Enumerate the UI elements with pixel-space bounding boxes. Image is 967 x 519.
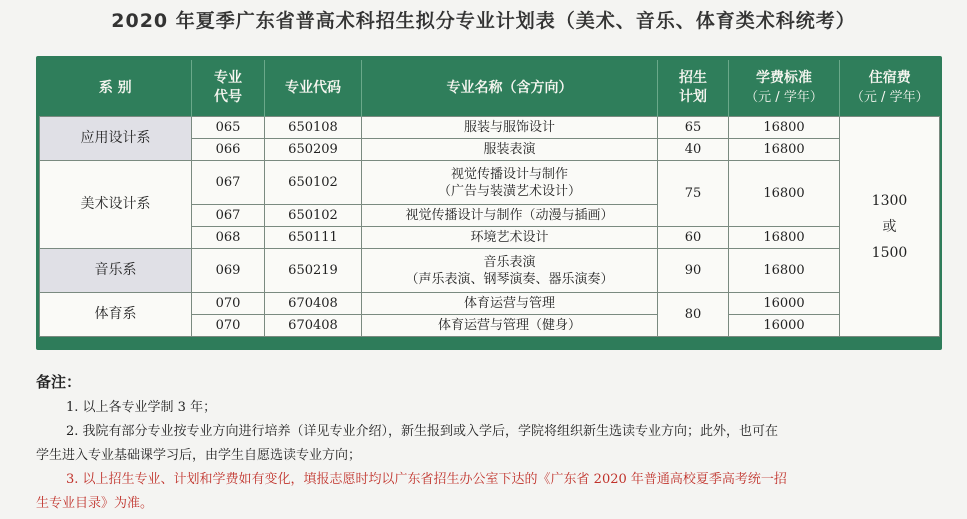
note-2-line-1: 2. 我院有部分专业按专业方向进行培养（详见专业介绍），新生报到或入学后，学院将组织新生选读专业方向；此外，也可在 [66, 424, 779, 439]
major-code-cell: 650108 [265, 117, 362, 139]
plan-cell: 75 [658, 161, 729, 227]
major-no-cell: 068 [192, 227, 265, 249]
major-name-cell: 视觉传播设计与制作 （广告与装潢艺术设计） [362, 161, 658, 205]
table-row [40, 249, 940, 293]
major-no-cell: 066 [192, 139, 265, 161]
header-major-code: 专业代码 [265, 60, 362, 117]
major-no-cell: 070 [192, 293, 265, 315]
major-code-cell: 670408 [265, 293, 362, 315]
note-3-line-1: 3. 以上招生专业、计划和学费如有变化，填报志愿时均以广东省招生办公室下达的《广东省 2020 年普通高校夏季高考统一招 [66, 472, 787, 487]
tuition-cell: 16800 [729, 249, 840, 293]
major-name-cell: 音乐表演 （声乐表演、钢琴演奏、器乐演奏） [362, 249, 658, 293]
tuition-cell: 16000 [729, 293, 840, 315]
plan-cell: 40 [658, 139, 729, 161]
note-2-line-2: 学生进入专业基础课学习后，由学生自愿选读专业方向； [36, 448, 362, 463]
note-3-line-2: 生专业目录》为准。 [36, 496, 154, 511]
major-code-cell: 650219 [265, 249, 362, 293]
major-code-cell: 650102 [265, 205, 362, 227]
tuition-cell: 16000 [729, 315, 840, 337]
header-major-no: 专业 代号 [192, 60, 265, 117]
major-name-cell: 服装表演 [362, 139, 658, 161]
major-name-cell: 体育运营与管理（健身） [362, 315, 658, 337]
major-name-cell: 服装与服饰设计 [362, 117, 658, 139]
table-header-row [40, 60, 940, 117]
header-plan: 招生 计划 [658, 60, 729, 117]
major-code-cell: 670408 [265, 315, 362, 337]
major-no-cell: 070 [192, 315, 265, 337]
tuition-cell: 16800 [729, 161, 840, 227]
major-name-cell: 视觉传播设计与制作（动漫与插画） [362, 205, 658, 227]
major-name-cell: 体育运营与管理 [362, 293, 658, 315]
dept-cell: 应用设计系 [40, 117, 192, 161]
dept-cell: 音乐系 [40, 249, 192, 293]
major-no-cell: 069 [192, 249, 265, 293]
major-code-cell: 650111 [265, 227, 362, 249]
notes-heading: 备注： [36, 373, 82, 391]
major-no-cell: 067 [192, 161, 265, 205]
lodging-cell: 1300 或 1500 [840, 117, 940, 337]
tuition-cell: 16800 [729, 117, 840, 139]
plan-cell: 65 [658, 117, 729, 139]
note-1: 1. 以上各专业学制 3 年； [66, 400, 217, 415]
plan-cell: 80 [658, 293, 729, 337]
table-row [40, 293, 940, 315]
major-code-cell: 650209 [265, 139, 362, 161]
major-no-cell: 067 [192, 205, 265, 227]
table-row [40, 161, 940, 205]
major-no-cell: 065 [192, 117, 265, 139]
major-name-cell: 环境艺术设计 [362, 227, 658, 249]
header-lodging: 住宿费 （元 / 学年） [840, 60, 940, 117]
plan-cell: 60 [658, 227, 729, 249]
header-dept: 系 别 [40, 60, 192, 117]
notes-section [36, 370, 946, 516]
header-major-name: 专业名称（含方向） [362, 60, 658, 117]
enrollment-plan-table [39, 60, 940, 337]
dept-cell: 美术设计系 [40, 161, 192, 249]
table-row [40, 117, 940, 139]
plan-cell: 90 [658, 249, 729, 293]
major-code-cell: 650102 [265, 161, 362, 205]
header-tuition: 学费标准 （元 / 学年） [729, 60, 840, 117]
dept-cell: 体育系 [40, 293, 192, 337]
tuition-cell: 16800 [729, 227, 840, 249]
tuition-cell: 16800 [729, 139, 840, 161]
page-title: 2020 年夏季广东省普高术科招生拟分专业计划表（美术、音乐、体育类术科统考） [111, 10, 856, 32]
